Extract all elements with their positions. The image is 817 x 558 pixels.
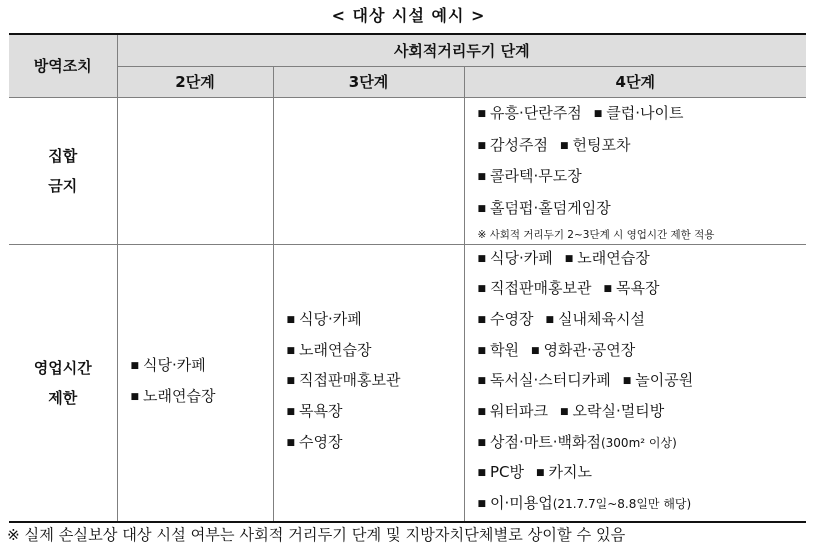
item-label: 이·미용업 [490, 494, 553, 513]
stage-header: 4단계 [464, 66, 806, 97]
item-label: 오락실·멀티방 [572, 402, 665, 421]
list-item [478, 131, 807, 163]
item-label: 학원 [490, 340, 519, 359]
item-label: 목욕장 [615, 279, 660, 298]
square-bullet-icon: ■ [477, 109, 487, 119]
item-detail: (300m² 이상) [600, 435, 677, 450]
item-label: 홀덤펍·홀덤게임장 [490, 198, 611, 217]
item-label: 직접판매홍보관 [490, 279, 592, 298]
square-bullet-icon: ■ [477, 468, 487, 479]
item-label: 식당·카페 [143, 356, 206, 375]
list-item [478, 490, 807, 521]
row-label-line: 영업시간 [33, 358, 92, 377]
row-label-hours-limit [9, 244, 117, 522]
square-bullet-icon: ■ [477, 284, 487, 295]
list-item [287, 367, 464, 398]
ban-stage4-cell [464, 97, 806, 244]
item-label: 수영장 [299, 432, 343, 451]
square-bullet-icon: ■ [477, 314, 487, 325]
square-bullet-icon: ■ [477, 140, 487, 151]
item-label: 노래연습장 [299, 340, 372, 359]
list-item [478, 99, 807, 131]
list-item [478, 275, 807, 306]
list-item [478, 398, 807, 429]
list-item [478, 194, 807, 226]
item-label: PC방 [490, 463, 525, 482]
item-label: 놀이공원 [635, 371, 694, 390]
square-bullet-icon: ■ [559, 140, 569, 151]
item-label: 감성주점 [490, 135, 548, 154]
item-label: 카지노 [548, 463, 593, 482]
item-label: 콜라텍·무도장 [490, 167, 582, 185]
square-bullet-icon: ■ [564, 253, 574, 264]
square-bullet-icon: ■ [477, 253, 487, 264]
item-label: 유흥·단란주점 [490, 104, 582, 122]
square-bullet-icon: ■ [286, 437, 296, 448]
page-title: < 대상 시설 예시 > [331, 6, 486, 25]
corner-header: 방역조치 [9, 34, 117, 97]
row-label-line: 제한 [48, 388, 78, 407]
list-item [131, 352, 273, 383]
item-label: 영화관·공연장 [543, 340, 636, 359]
item-label: 식당·카페 [490, 248, 553, 267]
row-label-line: 집합 [48, 146, 78, 165]
list-item [287, 306, 464, 337]
stage-note: ※ 사회적 거리두기 2~3단계 시 영업시간 제한 적용 [477, 229, 715, 241]
list-item [287, 429, 464, 460]
list-item [478, 459, 807, 490]
square-bullet-icon: ■ [286, 406, 296, 417]
square-bullet-icon: ■ [531, 345, 540, 356]
square-bullet-icon: ■ [286, 376, 296, 387]
item-label: 수영장 [490, 309, 534, 328]
group-header: 사회적거리두기 단계 [117, 34, 806, 66]
row-label-gathering-ban [9, 97, 117, 244]
item-label: 클럽·나이트 [606, 104, 684, 122]
square-bullet-icon: ■ [545, 314, 555, 325]
ban-stage3-cell [273, 97, 464, 244]
square-bullet-icon: ■ [477, 376, 487, 387]
list-item [478, 162, 807, 194]
square-bullet-icon: ■ [130, 391, 140, 402]
stage-header: 2단계 [117, 66, 273, 97]
item-label: 식당·카페 [299, 310, 362, 329]
item-detail: (21.7.7일~8.8일만 해당) [552, 497, 692, 512]
square-bullet-icon: ■ [477, 203, 487, 214]
square-bullet-icon: ■ [286, 315, 296, 326]
square-bullet-icon: ■ [477, 407, 487, 418]
item-label: 목욕장 [299, 401, 343, 420]
square-bullet-icon: ■ [622, 376, 632, 387]
square-bullet-icon: ■ [130, 361, 140, 372]
ban-stage2-cell [117, 97, 273, 244]
square-bullet-icon: ■ [593, 109, 603, 119]
item-label: 실내체육시설 [558, 309, 645, 328]
item-label: 상점·마트·백화점 [490, 432, 601, 451]
hours-stage3-cell [273, 244, 464, 522]
list-item [478, 306, 807, 337]
list-item [287, 398, 464, 429]
list-item [131, 383, 273, 414]
list-item [287, 337, 464, 368]
item-label: 직접판매홍보관 [299, 371, 401, 390]
square-bullet-icon: ■ [477, 172, 487, 182]
hours-stage2-cell [117, 244, 273, 522]
row-label-line: 금지 [48, 176, 78, 195]
item-label: 노래연습장 [577, 248, 650, 267]
square-bullet-icon: ■ [286, 345, 296, 356]
square-bullet-icon: ■ [603, 284, 612, 295]
square-bullet-icon: ■ [536, 468, 545, 479]
list-item [478, 245, 807, 276]
stage-header: 3단계 [273, 66, 464, 97]
list-item [478, 429, 807, 460]
facility-table [9, 33, 806, 523]
square-bullet-icon: ■ [477, 345, 487, 356]
square-bullet-icon: ■ [477, 499, 487, 510]
item-label: 워터파크 [490, 402, 548, 421]
footnote: ※ 실제 손실보상 대상 시설 여부는 사회적 거리두기 단계 및 지방자치단체별로 상이할 수 있음 [7, 526, 626, 544]
list-item [478, 367, 807, 398]
item-label: 독서실·스터디카페 [490, 371, 611, 390]
square-bullet-icon: ■ [477, 437, 487, 448]
square-bullet-icon: ■ [559, 407, 569, 418]
item-label: 헌팅포차 [572, 135, 631, 154]
hours-stage4-cell [464, 244, 806, 522]
item-label: 노래연습장 [143, 386, 216, 405]
list-item [478, 337, 807, 368]
